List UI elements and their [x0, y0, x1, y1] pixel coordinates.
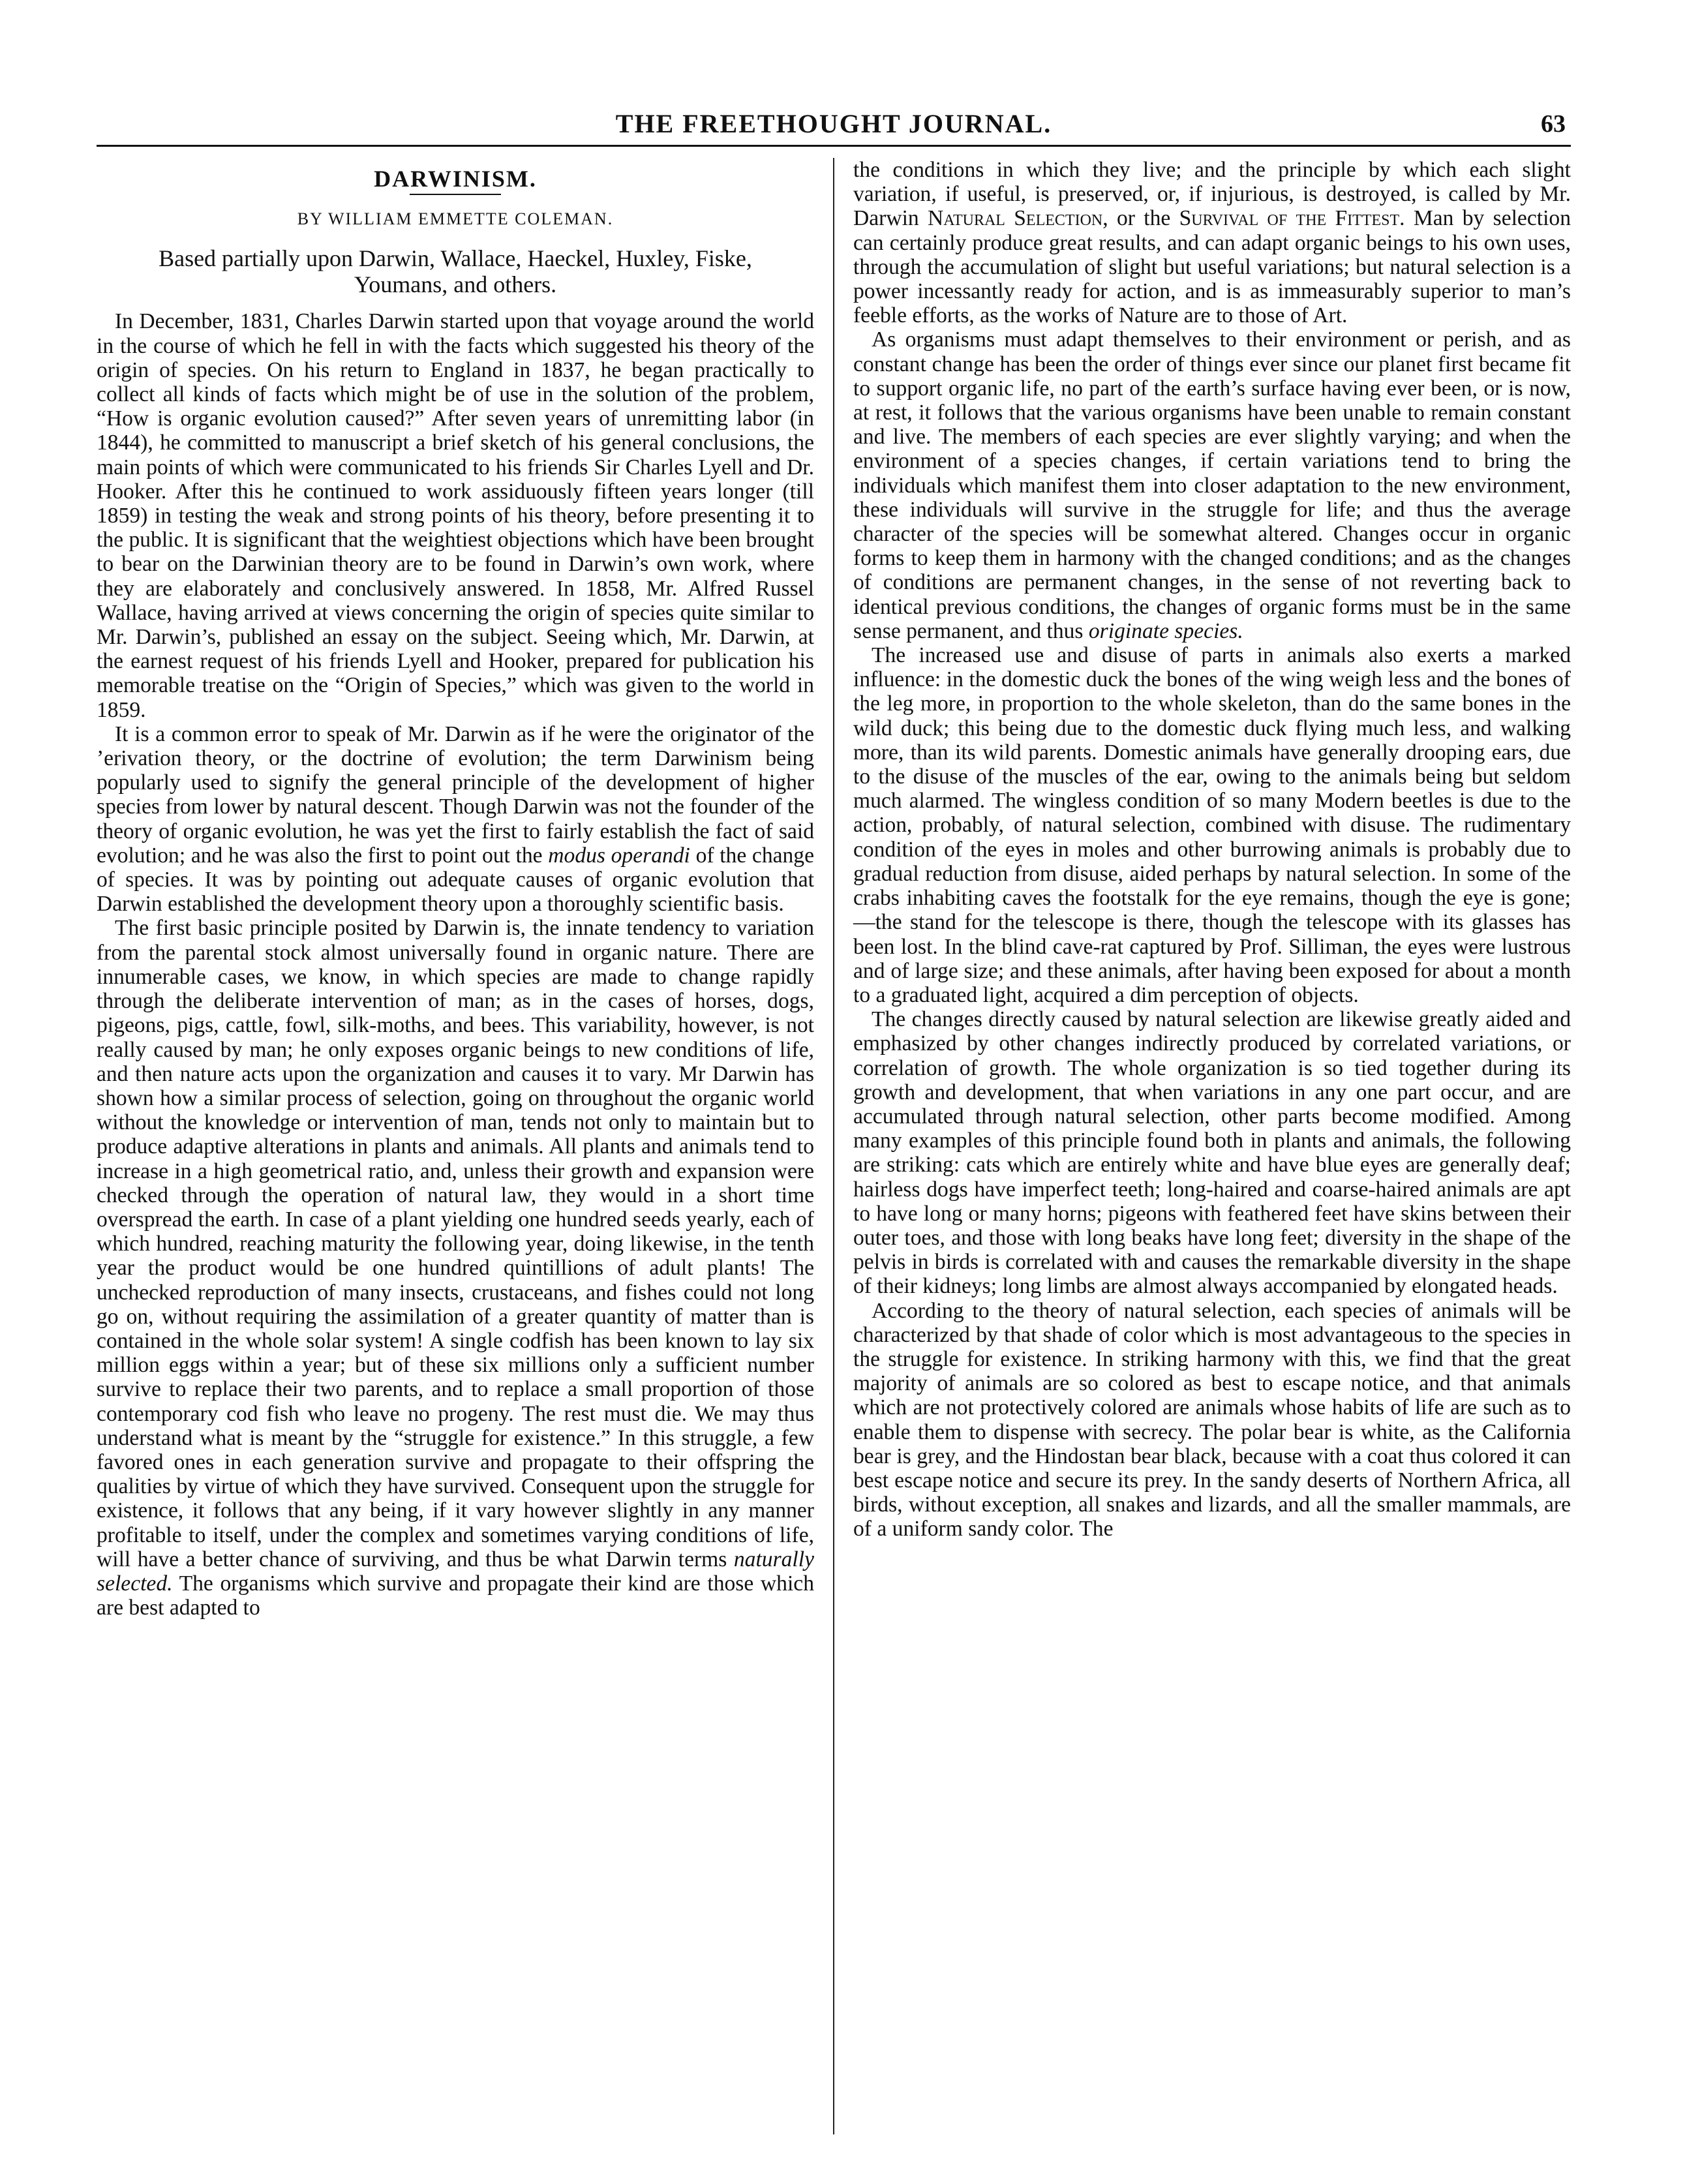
paragraph: [97, 916, 814, 1620]
article-subtitle: Based partially upon Darwin, Wallace, Haeckel, Huxley, Fiske, Youmans, and others.: [159, 245, 752, 298]
page-header: [97, 104, 1571, 147]
paragraph: In December, 1831, Charles Darwin started upon that voyage around the world in the course of which he fell in with the facts which suggested his theory of the origin of species. On his return to England in 1837, he began practically to collect all kinds of facts which might be of use in the solution of the problem, “How is organic evolution caused?” After seven years of unremitting labor (in 1844), he committed to manuscript a brief sketch of his general conclusions, the main points of which were communicated to his friends Sir Charles Lyell and Dr. Hooker. After this he continued to work assiduously fifteen years longer (till 1859) in testing the weak and strong points of his theory, before presenting it to the public. It is significant that the weightiest objections which have been brought to bear on the Darwinian theory are to be found in Darwin’s own work, where they are elaborately and conclusively answered. In 1858, Mr. Alfred Russel Wallace, having arrived at views concerning the origin of species quite similar to Mr. Darwin’s, published an essay on the subject. Seeing which, Mr. Darwin, at the earnest request of his friends Lyell and Hooker, prepared for publication his memorable treatise on the “Origin of Species,” which was given to the world in 1859.: [97, 309, 814, 722]
right-column: [853, 158, 1571, 1541]
column-divider: [833, 158, 834, 2134]
paragraph: [853, 158, 1571, 327]
article-byline: BY WILLIAM EMMETTE COLEMAN.: [297, 209, 614, 229]
paragraph-text: The first basic principle posited by Darwin is, the innate tendency to variation from the parental stock almost universally found in organic nature. There are innumerable cases, we know, in which species are made to change rapidly through the deliberate intervention of man; as in the cases of horses, dogs, pigeons, pigs, cattle, fowl, silk-moths, and bees. This variability, however, is not really caused by man; he only exposes organic beings to new conditions of life, and then nature acts upon the organization and causes it to vary. Mr Darwin has shown how a similar process of selection, going on throughout the organic world without the knowledge or intervention of man, tends not only to maintain but to produce adaptive alterations in plants and animals. All plants and animals tend to increase in a high geometrical ratio, and, unless their growth and expansion were checked through the operation of natural law, they would in a short time overspread the earth. In case of a plant yielding one hundred seeds yearly, each of which hundred, reaching maturity the following year, doing likewise, in the tenth year the product would be one hundred quintillions of adult plants! The unchecked reproduction of many insects, crustaceans, and fishes could not long go on, without requiring the assimilation of a greater quantity of matter than is contained in the whole solar system! A single codfish has been known to lay six million eggs within a year; but of these six millions only a sufficient number survive to replace their two parents, and to replace a small proportion of those contemporary cod fish who leave no progeny. The rest must die. We may thus understand what is meant by the “struggle for existence.” In this struggle, a few favored ones in each generation survive and propagate to their offspring the qualities by virtue of which they have survived. Consequent upon the struggle for existence, it follows that any being, if it vary however slightly in any manner profitable to itself, under the complex and sometimes varying conditions of life, will have a better chance of surviving, and thus be what Darwin terms: [97, 916, 814, 1571]
paragraph: The changes directly caused by natural selection are likewise greatly aided and emphasized by other changes indirectly produced by correlated variations, or correlation of growth. The whole organization is so tied together during its growth and development, that when variations in any one part occur, and are accumulated through natural selection, other parts become modified. Among many examples of this principle found both in plants and animals, the following are striking: cats which are entirely white and have blue eyes are generally deaf; hairless dogs have imperfect teeth; long-haired and coarse-haired animals are apt to have long or many horns; pigeons with feathered feet have skins between their outer toes, and those with long beaks have long feet; diversity in the shape of the pelvis in birds is correlated with and causes the remarkable diversity in the shape of their kidneys; long limbs are almost always accompanied by elongated heads.: [853, 1007, 1571, 1299]
paragraph: [853, 327, 1571, 643]
paragraph: [97, 722, 814, 917]
paragraph-text: The organisms which survive and propagate their kind are those which are best adapted to: [97, 1571, 814, 1620]
article-columns: [97, 158, 1571, 2141]
small-caps-text: Natural Selection: [928, 206, 1103, 231]
journal-title: THE FREETHOUGHT JOURNAL.: [615, 109, 1052, 138]
article-title: DARWINISM.: [374, 166, 537, 192]
paragraph-text: , or the: [1102, 206, 1171, 231]
left-column: [97, 158, 814, 1620]
paragraph-text: . Man by selection can certainly produce great results, and can adapt organic beings to his own uses, through the accumulation of slight but useful variations; but natural selection is a power incessantly ready for action, and is as immeasurably superior to man’s feeble efforts, as the works of Nature are to those of Art.: [853, 206, 1571, 328]
journal-page: [97, 104, 1571, 2146]
paragraph-text: It is a common error to speak of Mr. Darwin as if he were the originator of the ’erivation theory, or the doctrine of evolution; the term Darwinism being popularly used to signify the general principle of the development of higher species from lower by natural descent. Though Darwin was not the founder of the theory of organic evolution, he was yet the first to fairly establish the fact of said evolution; and he was also the first to point out the: [97, 721, 814, 868]
paragraph-text: the conditions in which they live; and the principle by which each slight variation, if useful, is preserved, or, if injurious, is destroyed, is called by Mr. Darwin: [853, 158, 1571, 231]
emphasis-text: naturally selected.: [97, 1547, 814, 1596]
page-number: 63: [1541, 110, 1566, 138]
emphasis-text: modus operandi: [548, 843, 690, 868]
paragraph-text: As organisms must adapt themselves to their environment or perish, and as constant change has been the order of things ever since our planet first became fit to support organic life, no part of the earth’s surface having ever been, or is now, at rest, it follows that the various organisms have been unable to remain constant and live. The members of each species are ever slightly varying; and when the environment of a species changes, if certain variations tend to bring the individuals which manifest them into closer adaptation to the new environment, these individuals will survive in the struggle for life; and thus the average character of the species will be somewhat altered. Changes occur in organic forms to keep them in harmony with the changed conditions; and as the changes of conditions are permanent changes, in the sense of not reverting back to identical previous conditions, the changes of organic forms must be in the same sense permanent, and thus: [853, 327, 1571, 643]
paragraph-text: of the change of species. It was by pointing out adequate causes of organic evolution that Darwin established the development theory upon a thoroughly scientific basis.: [97, 843, 814, 917]
title-rule: [410, 194, 501, 195]
small-caps-text: Survival of the Fittest: [1179, 206, 1400, 231]
emphasis-text: originate species.: [1088, 618, 1243, 643]
paragraph: The increased use and disuse of parts in animals also exerts a marked influence: in the domestic duck the bones of the wing weigh less and the bones of the leg more, in proportion to the whole skeleton, than do the same bones in the wild duck; this being due to the domestic duck flying much less, and walking more, than its wild parents. Domestic animals have generally drooping ears, due to the disuse of the muscles of the ear, owing to the animals being but seldom much alarmed. The wingless condition of so many Modern beetles is due to the action, probably, of natural selection, combined with disuse. The rudimentary condition of the eyes in moles and other burrowing animals is probably due to gradual reduction from disuse, aided perhaps by natural selection. In some of the crabs inhabiting caves the footstalk for the eye remains, though the eye is gone;—the stand for the telescope is there, though the telescope with its glasses has been lost. In the blind cave-rat captured by Prof. Silliman, the eyes were lustrous and of large size; and these animals, after having been exposed for about a month to a graduated light, acquired a dim perception of objects.: [853, 643, 1571, 1007]
paragraph: According to the theory of natural selection, each species of animals will be characterized by that shade of color which is most advantageous to the species in the struggle for existence. In striking harmony with this, we find that the great majority of animals are so colored as best to escape notice, and that animals which are not protectively colored are animals whose habits of life are such as to enable them to dispense with secrecy. The polar bear is white, as the California bear is grey, and the Hindostan bear black, because with a coat thus colored it can best escape notice and secure its prey. In the sandy deserts of Northern Africa, all birds, without exception, all snakes and lizards, and all the smaller mammals, are of a uniform sandy color. The: [853, 1298, 1571, 1541]
